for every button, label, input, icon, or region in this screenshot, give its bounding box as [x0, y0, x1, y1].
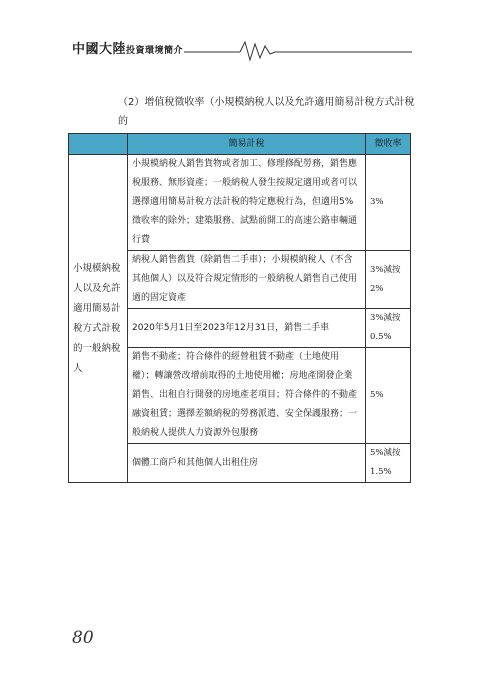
header-cell-simplified: 簡易計稅: [128, 134, 366, 155]
row-rate: 5%: [366, 348, 411, 444]
row-rate: 3%: [366, 155, 411, 251]
table-header-row: [69, 134, 411, 155]
header-title: [72, 38, 183, 57]
tax-rate-table: [68, 133, 411, 483]
section-title-line1: （2）增值稅徵收率（小規模納稅人以及允許適用簡易計稅方式計稅的: [118, 97, 415, 127]
header-title-sub: 投資環境簡介: [126, 46, 184, 56]
header-cell-category: [69, 134, 128, 155]
page-number: 80: [72, 628, 94, 648]
header-cell-rate: 徵收率: [366, 134, 411, 155]
row-rate: 5%減按1.5%: [366, 444, 411, 483]
row-desc: 銷售不動產；符合條件的經營租賃不動產（土地使用權）；轉讓營改增前取得的土地使用權；房地產開發企業銷售、出租自行開發的房地產老項目；符合條件的不動產融資租賃；選擇差額納稅的勞務派遣、安全保護服務；一般納稅人提供人力資源外包服務: [128, 348, 366, 444]
row-rate: 3%減按0.5%: [366, 309, 411, 348]
header-title-main: 中國大陸: [72, 42, 127, 57]
row-rate: 3%減按2%: [366, 251, 411, 309]
table-row: [69, 155, 411, 251]
category-cell: 小規模納稅人以及允許適用簡易計稅方式計稅的一般納稅人: [69, 155, 128, 483]
page-header: [72, 36, 412, 62]
row-desc: 納稅人銷售舊貨（除銷售二手車）；小規模納稅人（不含其他個人）以及符合規定情形的一般納稅人銷售自己使用過的固定資產: [128, 251, 366, 309]
row-desc: 2020年5月1日至2023年12月31日，銷售二手車: [128, 309, 366, 348]
row-desc: 個體工商戶和其他個人出租住房: [128, 444, 366, 483]
row-desc: 小規模納稅人銷售貨物或者加工、修理修配勞務，銷售應稅服務、無形資產；一般納稅人發生按規定適用或者可以選擇適用簡易計稅方法計稅的特定應稅行為，但適用5%徵收率的除外；建築服務、試點前開工的高速公路車輛通行費: [128, 155, 366, 251]
